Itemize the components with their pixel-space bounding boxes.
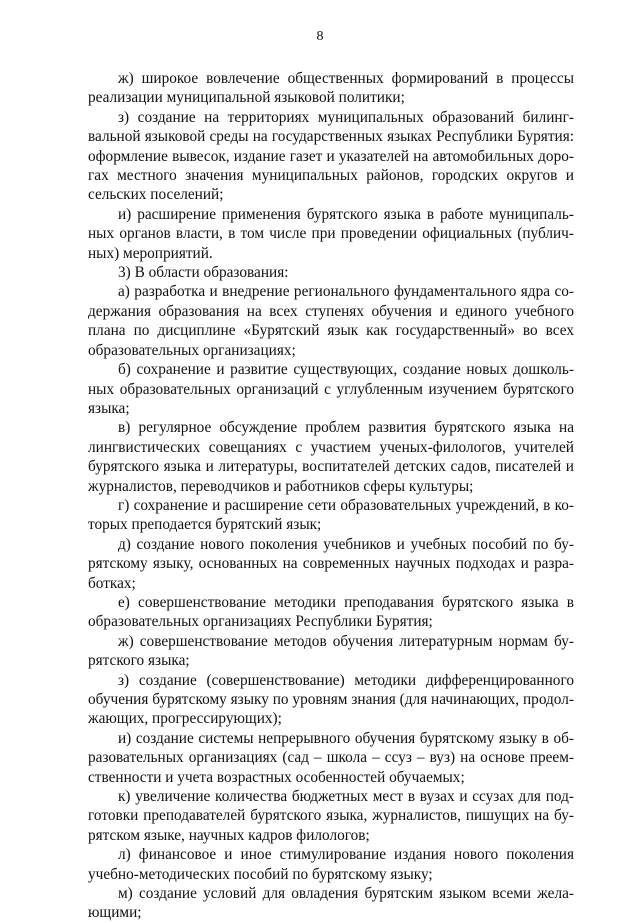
paragraph-z-1: з) создание на территориях муниципальных образований билингвальной языковой среды на государственных языках Республики Бурятия: оформление вывесок, издание газет и указателей на автомобильных дорогах местного значения муниципальных районов, городских округов и сельских поселений;	[88, 108, 574, 204]
paragraph-a: а) разработка и внедрение регионального фундаментального ядра содержания образования на всех ступенях обучения и единого учебного плана по дисциплине «Бурятский язык как государственный» во всех образовательных организациях;	[88, 283, 574, 359]
paragraph-v: в) регулярное обсуждение проблем развития бурятского языка на лингвистических совещаниях с участием ученых-филологов, учителей бурятского языка и литературы, воспитателей детских садов, писателей и журналистов, переводчиков и работников сферы культуры;	[88, 419, 574, 495]
paragraph-zh-2: ж) совершенствование методов обучения литературным нормам бурятского языка;	[88, 632, 574, 670]
paragraph-d: д) создание нового поколения учебников и учебных пособий по бурятскому языку, основанных на современных научных подходах и разработках;	[88, 535, 574, 592]
page-number: 8	[316, 29, 324, 44]
section-heading-education: 3) В области образования:	[118, 264, 289, 282]
paragraph-k: к) увеличение количества бюджетных мест в вузах и ссузах для подготовки преподавателей бурятского языка, журналистов, пишущих на бурятском языке, научных кадров филологов;	[88, 788, 574, 844]
paragraph-e: е) совершенствование методики преподавания бурятского языка в образовательных организациях Республики Бурятия;	[88, 593, 574, 631]
paragraph-g: г) сохранение и расширение сети образовательных учреждений, в которых преподается бурятский язык;	[88, 496, 574, 534]
document-body	[88, 69, 574, 923]
paragraph-l: л) финансовое и иное стимулирование издания нового поколения учебно-методических пособий по бурятскому языку;	[88, 846, 574, 883]
paragraph-b: б) сохранение и развитие существующих, создание новых дошкольных образовательных организаций с углубленным изучением бурятского языка;	[88, 361, 574, 417]
paragraph-i-2: и) создание системы непрерывного обучения бурятскому языку в образовательных организациях (сад – школа – ссуз – вуз) на основе преемственности и учета возрастных особенностей обучаемых;	[88, 729, 574, 786]
paragraph-i-1: и) расширение применения бурятского языка в работе муниципальных органов власти, в том числе при проведении официальных (публичных) мероприятий.	[88, 205, 574, 262]
paragraph-zh-1: ж) широкое вовлечение общественных формирований в процессы реализации муниципальной языковой политики;	[88, 70, 574, 107]
paragraph-m: м) создание условий для овладения бурятским языком всеми желающими;	[88, 885, 574, 922]
paragraph-z-2: з) создание (совершенствование) методики дифференцированного обучения бурятскому языку по уровням знания (для начинающих, продолжающих, прогрессирующих);	[88, 671, 574, 728]
